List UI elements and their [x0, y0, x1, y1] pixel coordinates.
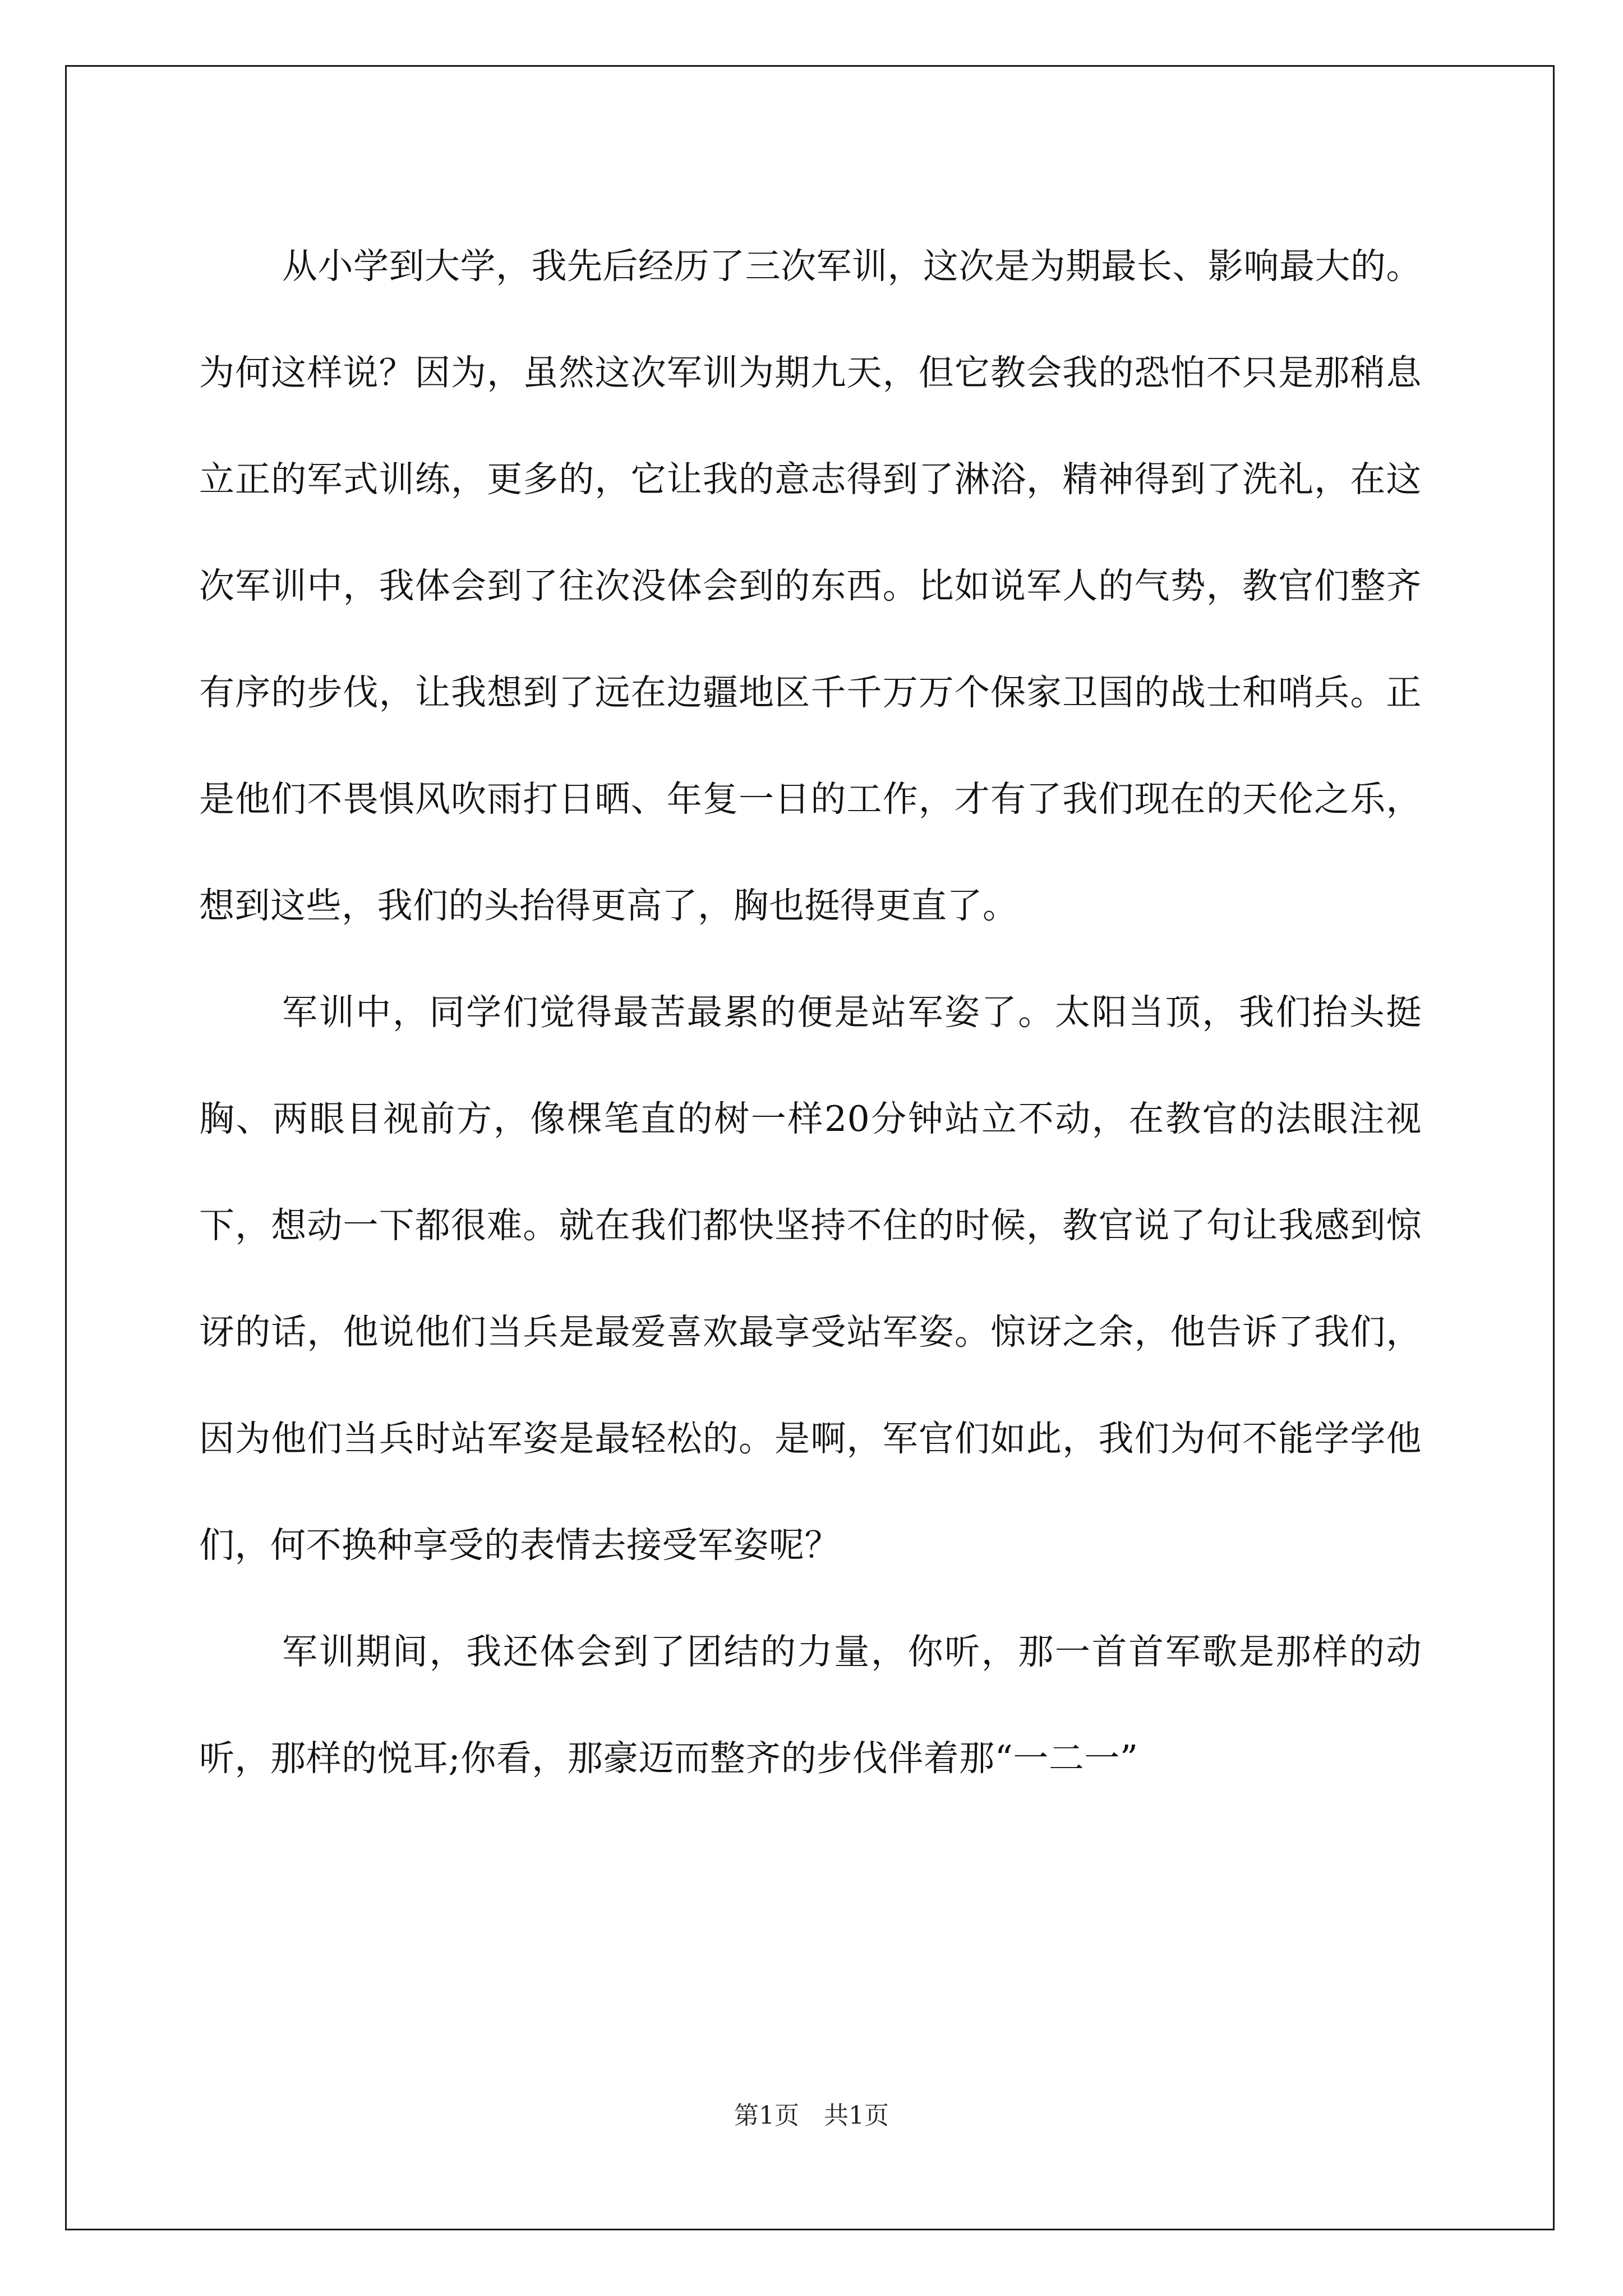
paragraph-2: 军训中，同学们觉得最苦最累的便是站军姿了。太阳当顶，我们抬头挺胸、两眼目视前方，像棵笔直的树一样20分钟站立不动，在教官的法眼注视下，想动一下都很难。就在我们都快坚持不住的时候，教官说了句让我感到惊讶的话，他说他们当兵是最爱喜欢最享受站军姿。惊讶之余，他告诉了我们，因为他们当兵时站军姿是最轻松的。是啊，军官们如此，我们为何不能学学他们，何不换种享受的表情去接受军姿呢？ [199, 992, 1422, 1566]
page-number-current: 第1页 [734, 2101, 799, 2130]
page-footer [0, 2099, 1623, 2133]
page-number-total: 共1页 [824, 2101, 889, 2130]
paragraph-3: 军训期间，我还体会到了团结的力量，你听，那一首首军歌是那样的动听，那样的悦耳;你看，那豪迈而整齐的步伐伴着那“一二一” [199, 1631, 1422, 1779]
document-body [199, 213, 1422, 1812]
paragraph-1: 从小学到大学，我先后经历了三次军训，这次是为期最长、影响最大的。为何这样说？因为，虽然这次军训为期九天，但它教会我的恐怕不只是那稍息立正的军式训练，更多的，它让我的意志得到了淋浴，精神得到了洗礼，在这次军训中，我体会到了往次没体会到的东西。比如说军人的气势，教官们整齐有序的步伐，让我想到了远在边疆地区千千万万个保家卫国的战士和哨兵。正是他们不畏惧风吹雨打日晒、年复一日的工作，才有了我们现在的天伦之乐，想到这些，我们的头抬得更高了，胸也挺得更直了。 [199, 246, 1422, 926]
